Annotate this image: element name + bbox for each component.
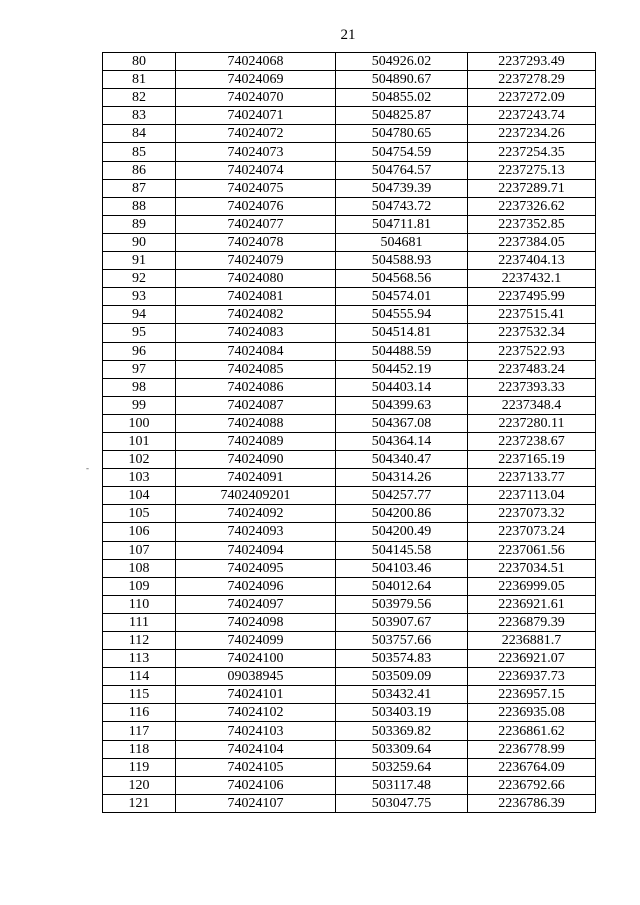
table-row [103,559,596,577]
table-row [103,487,596,505]
row-number-cell: 84 [103,125,176,143]
y-coordinate-cell: 2237404.13 [468,252,596,270]
row-number-cell: 112 [103,632,176,650]
table-row [103,595,596,613]
table-row [103,541,596,559]
page-number: 21 [340,27,356,43]
point-id-cell: 74024102 [176,704,336,722]
point-id-cell: 74024071 [176,107,336,125]
y-coordinate-cell: 2236792.66 [468,776,596,794]
row-number-cell: 117 [103,722,176,740]
y-coordinate-cell: 2237483.24 [468,360,596,378]
table-row [103,360,596,378]
y-coordinate-cell: 2236957.15 [468,686,596,704]
table-row [103,143,596,161]
point-id-cell: 74024088 [176,414,336,432]
x-coordinate-cell: 503757.66 [336,632,468,650]
row-number-cell: 120 [103,776,176,794]
y-coordinate-cell: 2237243.74 [468,107,596,125]
x-coordinate-cell: 504200.86 [336,505,468,523]
point-id-cell: 74024072 [176,125,336,143]
x-coordinate-cell: 504780.65 [336,125,468,143]
y-coordinate-cell: 2237234.26 [468,125,596,143]
table-row [103,125,596,143]
table-row [103,161,596,179]
point-id-cell: 74024095 [176,559,336,577]
x-coordinate-cell: 504314.26 [336,469,468,487]
y-coordinate-cell: 2237254.35 [468,143,596,161]
point-id-cell: 74024081 [176,288,336,306]
row-number-cell: 81 [103,71,176,89]
point-id-cell: 74024099 [176,632,336,650]
row-number-cell: 85 [103,143,176,161]
y-coordinate-cell: 2236935.08 [468,704,596,722]
table-row [103,668,596,686]
table-row [103,776,596,794]
x-coordinate-cell: 504399.63 [336,396,468,414]
y-coordinate-cell: 2237532.34 [468,324,596,342]
x-coordinate-cell: 504103.46 [336,559,468,577]
y-coordinate-cell: 2237352.85 [468,215,596,233]
row-number-cell: 108 [103,559,176,577]
x-coordinate-cell: 504488.59 [336,342,468,360]
y-coordinate-cell: 2237275.13 [468,161,596,179]
point-id-cell: 74024097 [176,595,336,613]
x-coordinate-cell: 503979.56 [336,595,468,613]
row-number-cell: 91 [103,252,176,270]
coordinates-table-body [103,53,596,813]
row-number-cell: 115 [103,686,176,704]
table-row [103,469,596,487]
table-row [103,650,596,668]
table-row [103,704,596,722]
point-id-cell: 74024076 [176,197,336,215]
row-number-cell: 93 [103,288,176,306]
y-coordinate-cell: 2237073.32 [468,505,596,523]
point-id-cell: 74024107 [176,794,336,812]
x-coordinate-cell: 503259.64 [336,758,468,776]
y-coordinate-cell: 2236937.73 [468,668,596,686]
x-coordinate-cell: 504568.56 [336,270,468,288]
point-id-cell: 74024082 [176,306,336,324]
point-id-cell: 74024089 [176,432,336,450]
point-id-cell: 74024098 [176,613,336,631]
point-id-cell: 74024070 [176,89,336,107]
point-id-cell: 09038945 [176,668,336,686]
x-coordinate-cell: 504855.02 [336,89,468,107]
row-number-cell: 105 [103,505,176,523]
point-id-cell: 74024073 [176,143,336,161]
table-row [103,306,596,324]
y-coordinate-cell: 2237073.24 [468,523,596,541]
x-coordinate-cell: 504588.93 [336,252,468,270]
x-coordinate-cell: 503509.09 [336,668,468,686]
point-id-cell: 74024079 [176,252,336,270]
row-number-cell: 88 [103,197,176,215]
table-row [103,288,596,306]
point-id-cell: 74024083 [176,324,336,342]
table-row [103,324,596,342]
table-row [103,53,596,71]
y-coordinate-cell: 2237278.29 [468,71,596,89]
x-coordinate-cell: 504012.64 [336,577,468,595]
y-coordinate-cell: 2236778.99 [468,740,596,758]
point-id-cell: 74024078 [176,233,336,251]
row-number-cell: 98 [103,378,176,396]
row-number-cell: 100 [103,414,176,432]
row-number-cell: 92 [103,270,176,288]
x-coordinate-cell: 504340.47 [336,451,468,469]
y-coordinate-cell: 2237348.4 [468,396,596,414]
table-row [103,179,596,197]
y-coordinate-cell: 2237393.33 [468,378,596,396]
table-row [103,270,596,288]
x-coordinate-cell: 504514.81 [336,324,468,342]
y-coordinate-cell: 2237495.99 [468,288,596,306]
table-row [103,89,596,107]
row-number-cell: 109 [103,577,176,595]
row-number-cell: 106 [103,523,176,541]
x-coordinate-cell: 504403.14 [336,378,468,396]
row-number-cell: 94 [103,306,176,324]
x-coordinate-cell: 504681 [336,233,468,251]
table-row [103,215,596,233]
row-number-cell: 110 [103,595,176,613]
table-row [103,342,596,360]
row-number-cell: 116 [103,704,176,722]
row-number-cell: 86 [103,161,176,179]
row-number-cell: 83 [103,107,176,125]
y-coordinate-cell: 2237326.62 [468,197,596,215]
point-id-cell: 74024077 [176,215,336,233]
y-coordinate-cell: 2237384.05 [468,233,596,251]
row-number-cell: 103 [103,469,176,487]
point-id-cell: 74024080 [176,270,336,288]
y-coordinate-cell: 2236861.62 [468,722,596,740]
x-coordinate-cell: 504367.08 [336,414,468,432]
y-coordinate-cell: 2237289.71 [468,179,596,197]
y-coordinate-cell: 2237133.77 [468,469,596,487]
row-number-cell: 95 [103,324,176,342]
row-number-cell: 82 [103,89,176,107]
row-number-cell: 118 [103,740,176,758]
x-coordinate-cell: 503309.64 [336,740,468,758]
x-coordinate-cell: 503403.19 [336,704,468,722]
x-coordinate-cell: 504711.81 [336,215,468,233]
table-row [103,252,596,270]
point-id-cell: 74024074 [176,161,336,179]
x-coordinate-cell: 504764.57 [336,161,468,179]
y-coordinate-cell: 2237061.56 [468,541,596,559]
row-number-cell: 97 [103,360,176,378]
row-number-cell: 87 [103,179,176,197]
table-row [103,686,596,704]
point-id-cell: 74024104 [176,740,336,758]
row-number-cell: 104 [103,487,176,505]
y-coordinate-cell: 2237432.1 [468,270,596,288]
row-number-cell: 101 [103,432,176,450]
table-row [103,451,596,469]
y-coordinate-cell: 2237165.19 [468,451,596,469]
table-row [103,396,596,414]
x-coordinate-cell: 504257.77 [336,487,468,505]
point-id-cell: 74024068 [176,53,336,71]
y-coordinate-cell: 2236786.39 [468,794,596,812]
point-id-cell: 74024100 [176,650,336,668]
x-coordinate-cell: 503369.82 [336,722,468,740]
point-id-cell: 74024103 [176,722,336,740]
point-id-cell: 74024094 [176,541,336,559]
x-coordinate-cell: 503907.67 [336,613,468,631]
x-coordinate-cell: 504890.67 [336,71,468,89]
x-coordinate-cell: 504452.19 [336,360,468,378]
x-coordinate-cell: 504754.59 [336,143,468,161]
x-coordinate-cell: 504364.14 [336,432,468,450]
y-coordinate-cell: 2236881.7 [468,632,596,650]
point-id-cell: 74024069 [176,71,336,89]
x-coordinate-cell: 504574.01 [336,288,468,306]
x-coordinate-cell: 504555.94 [336,306,468,324]
y-coordinate-cell: 2237272.09 [468,89,596,107]
row-number-cell: 96 [103,342,176,360]
point-id-cell: 74024084 [176,342,336,360]
y-coordinate-cell: 2237293.49 [468,53,596,71]
y-coordinate-cell: 2237113.04 [468,487,596,505]
table-row [103,758,596,776]
row-number-cell: 90 [103,233,176,251]
x-coordinate-cell: 504145.58 [336,541,468,559]
x-coordinate-cell: 503117.48 [336,776,468,794]
row-number-cell: 121 [103,794,176,812]
table-row [103,71,596,89]
row-number-cell: 99 [103,396,176,414]
stray-mark: - [86,463,89,473]
point-id-cell: 74024086 [176,378,336,396]
y-coordinate-cell: 2237034.51 [468,559,596,577]
x-coordinate-cell: 503432.41 [336,686,468,704]
x-coordinate-cell: 504200.49 [336,523,468,541]
table-row [103,505,596,523]
x-coordinate-cell: 504743.72 [336,197,468,215]
point-id-cell: 74024075 [176,179,336,197]
table-row [103,378,596,396]
point-id-cell: 74024106 [176,776,336,794]
y-coordinate-cell: 2236879.39 [468,613,596,631]
point-id-cell: 74024096 [176,577,336,595]
x-coordinate-cell: 503047.75 [336,794,468,812]
row-number-cell: 107 [103,541,176,559]
point-id-cell: 74024101 [176,686,336,704]
table-row [103,523,596,541]
point-id-cell: 74024090 [176,451,336,469]
point-id-cell: 74024093 [176,523,336,541]
coordinates-table [102,52,596,813]
table-row [103,432,596,450]
table-row [103,613,596,631]
table-row [103,577,596,595]
point-id-cell: 74024087 [176,396,336,414]
y-coordinate-cell: 2236764.09 [468,758,596,776]
table-row [103,233,596,251]
x-coordinate-cell: 504739.39 [336,179,468,197]
table-row [103,632,596,650]
y-coordinate-cell: 2237280.11 [468,414,596,432]
y-coordinate-cell: 2236921.61 [468,595,596,613]
y-coordinate-cell: 2237522.93 [468,342,596,360]
row-number-cell: 114 [103,668,176,686]
y-coordinate-cell: 2237238.67 [468,432,596,450]
table-row [103,794,596,812]
x-coordinate-cell: 504926.02 [336,53,468,71]
table-row [103,740,596,758]
row-number-cell: 102 [103,451,176,469]
point-id-cell: 74024092 [176,505,336,523]
y-coordinate-cell: 2236921.07 [468,650,596,668]
table-row [103,107,596,125]
row-number-cell: 119 [103,758,176,776]
y-coordinate-cell: 2236999.05 [468,577,596,595]
point-id-cell: 74024091 [176,469,336,487]
table-row [103,414,596,432]
table-row [103,722,596,740]
row-number-cell: 80 [103,53,176,71]
point-id-cell: 7402409201 [176,487,336,505]
row-number-cell: 113 [103,650,176,668]
x-coordinate-cell: 503574.83 [336,650,468,668]
point-id-cell: 74024105 [176,758,336,776]
x-coordinate-cell: 504825.87 [336,107,468,125]
row-number-cell: 111 [103,613,176,631]
y-coordinate-cell: 2237515.41 [468,306,596,324]
point-id-cell: 74024085 [176,360,336,378]
row-number-cell: 89 [103,215,176,233]
table-row [103,197,596,215]
